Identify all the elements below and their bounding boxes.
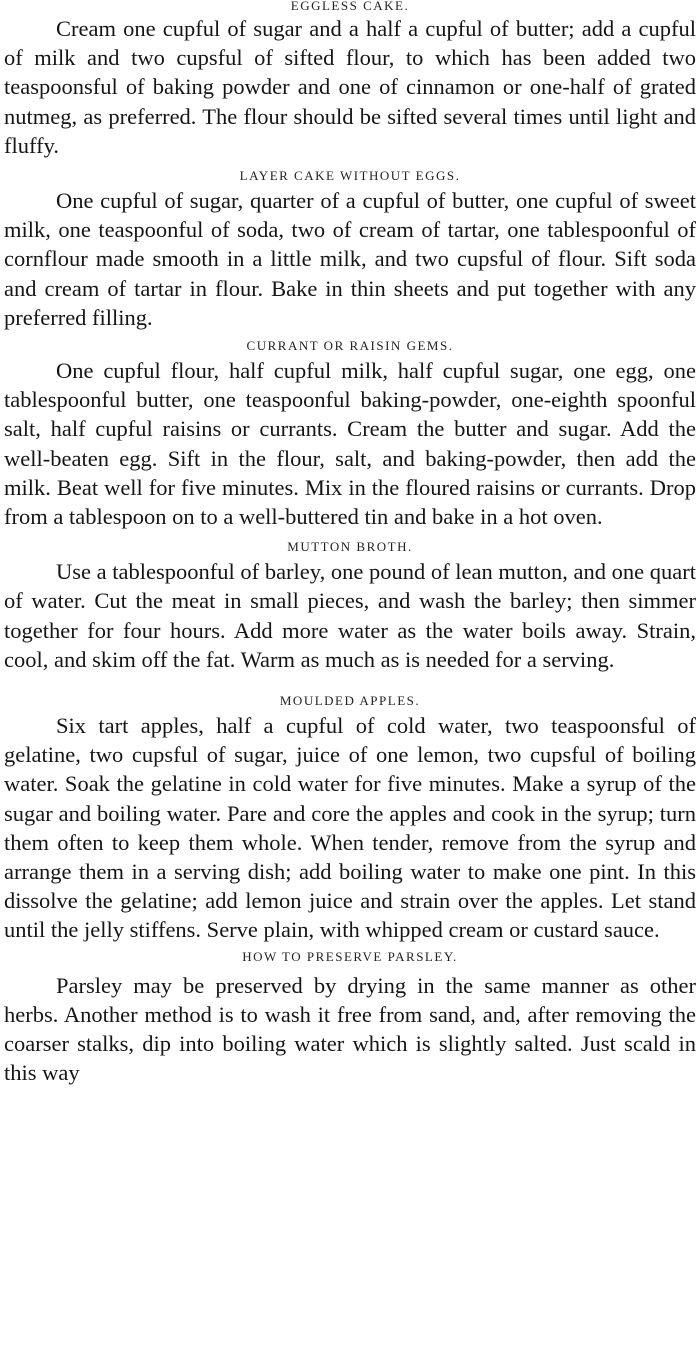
recipe-mutton-broth (4, 537, 696, 674)
recipe-title: MUTTON BROTH. (287, 539, 413, 555)
recipe-text: Use a tablespoonful of barley, one pound of lean mutton, and one quart of water. Cut the meat in small pieces, and wash the barley; then simmer together for four hours. Add more water as the water boils away. Strain, cool, and skim off the fat. Warm as much as is needed for a serving. (4, 559, 696, 672)
recipe-text: Parsley may be preserved by drying in the same manner as other herbs. Another method is to wash it free from sand, and, after removing the coarser stalks, dip into boiling water which is slightly salted. Just scald in this way (4, 972, 696, 1086)
recipe-title: HOW TO PRESERVE PARSLEY. (242, 948, 458, 964)
recipe-text: One cupful of sugar, quarter of a cupful of butter, one cupful of sweet milk, one teaspoonful of soda, two of cream of tartar, one tablespoonful of cornflour made smooth in a little milk, and two cupsful of flour. Sift soda and cream of tartar in flour. Bake in thin sheets and put together with any preferred filling. (4, 188, 696, 330)
recipe-text: Six tart apples, half a cupful of cold water, two teaspoonsful of gelatine, two cupsful of sugar, juice of one lemon, two cupsful of boiling water. Soak the gelatine in cold water for five minutes. Make a syrup of the sugar and boiling water. Pare and core the apples and cook in the syrup; turn them often to keep them whole. When tender, remove from the syrup and arrange them in a serving dish; add boiling water to make one pint. In this dissolve the gelatine; add lemon juice and strain over the apples. Let stand until the jelly stiffens. Serve plain, with whipped cream or custard sauce. (4, 713, 696, 943)
recipe-text: One cupful flour, half cupful milk, half cupful sugar, one egg, one tablespoonful butter, one teaspoonful baking-powder, one-eighth spoonful salt, half cupful raisins or currants. Cream the butter and sugar. Add the well-beaten egg. Sift in the flour, salt, and baking-powder, then add the milk. Beat well for five minutes. Mix in the floured raisins or currants. Drop from a tablespoon on to a well-buttered tin and bake in a hot oven. (4, 358, 696, 530)
recipe-moulded-apples (4, 691, 696, 945)
recipe-currant-or-raisin-gems (4, 336, 696, 531)
recipe-title: LAYER CAKE WITHOUT EGGS. (239, 168, 461, 184)
recipe-eggless-cake (4, 0, 696, 160)
recipe-title: CURRANT OR RAISIN GEMS. (246, 338, 454, 354)
recipe-title: MOULDED APPLES. (279, 693, 421, 709)
recipe-how-to-preserve-parsley (4, 947, 696, 1088)
recipe-text: Cream one cupful of sugar and a half a cupful of butter; add a cupful of milk and two cupsful of sifted flour, to which has been added two teaspoonsful of baking powder and one of cinnamon or one-half of grated nutmeg, as preferred. The flour should be sifted several times until light and fluffy. (4, 16, 696, 158)
recipe-layer-cake-without-eggs (4, 166, 696, 332)
recipe-title: EGGLESS CAKE. (290, 0, 410, 13)
